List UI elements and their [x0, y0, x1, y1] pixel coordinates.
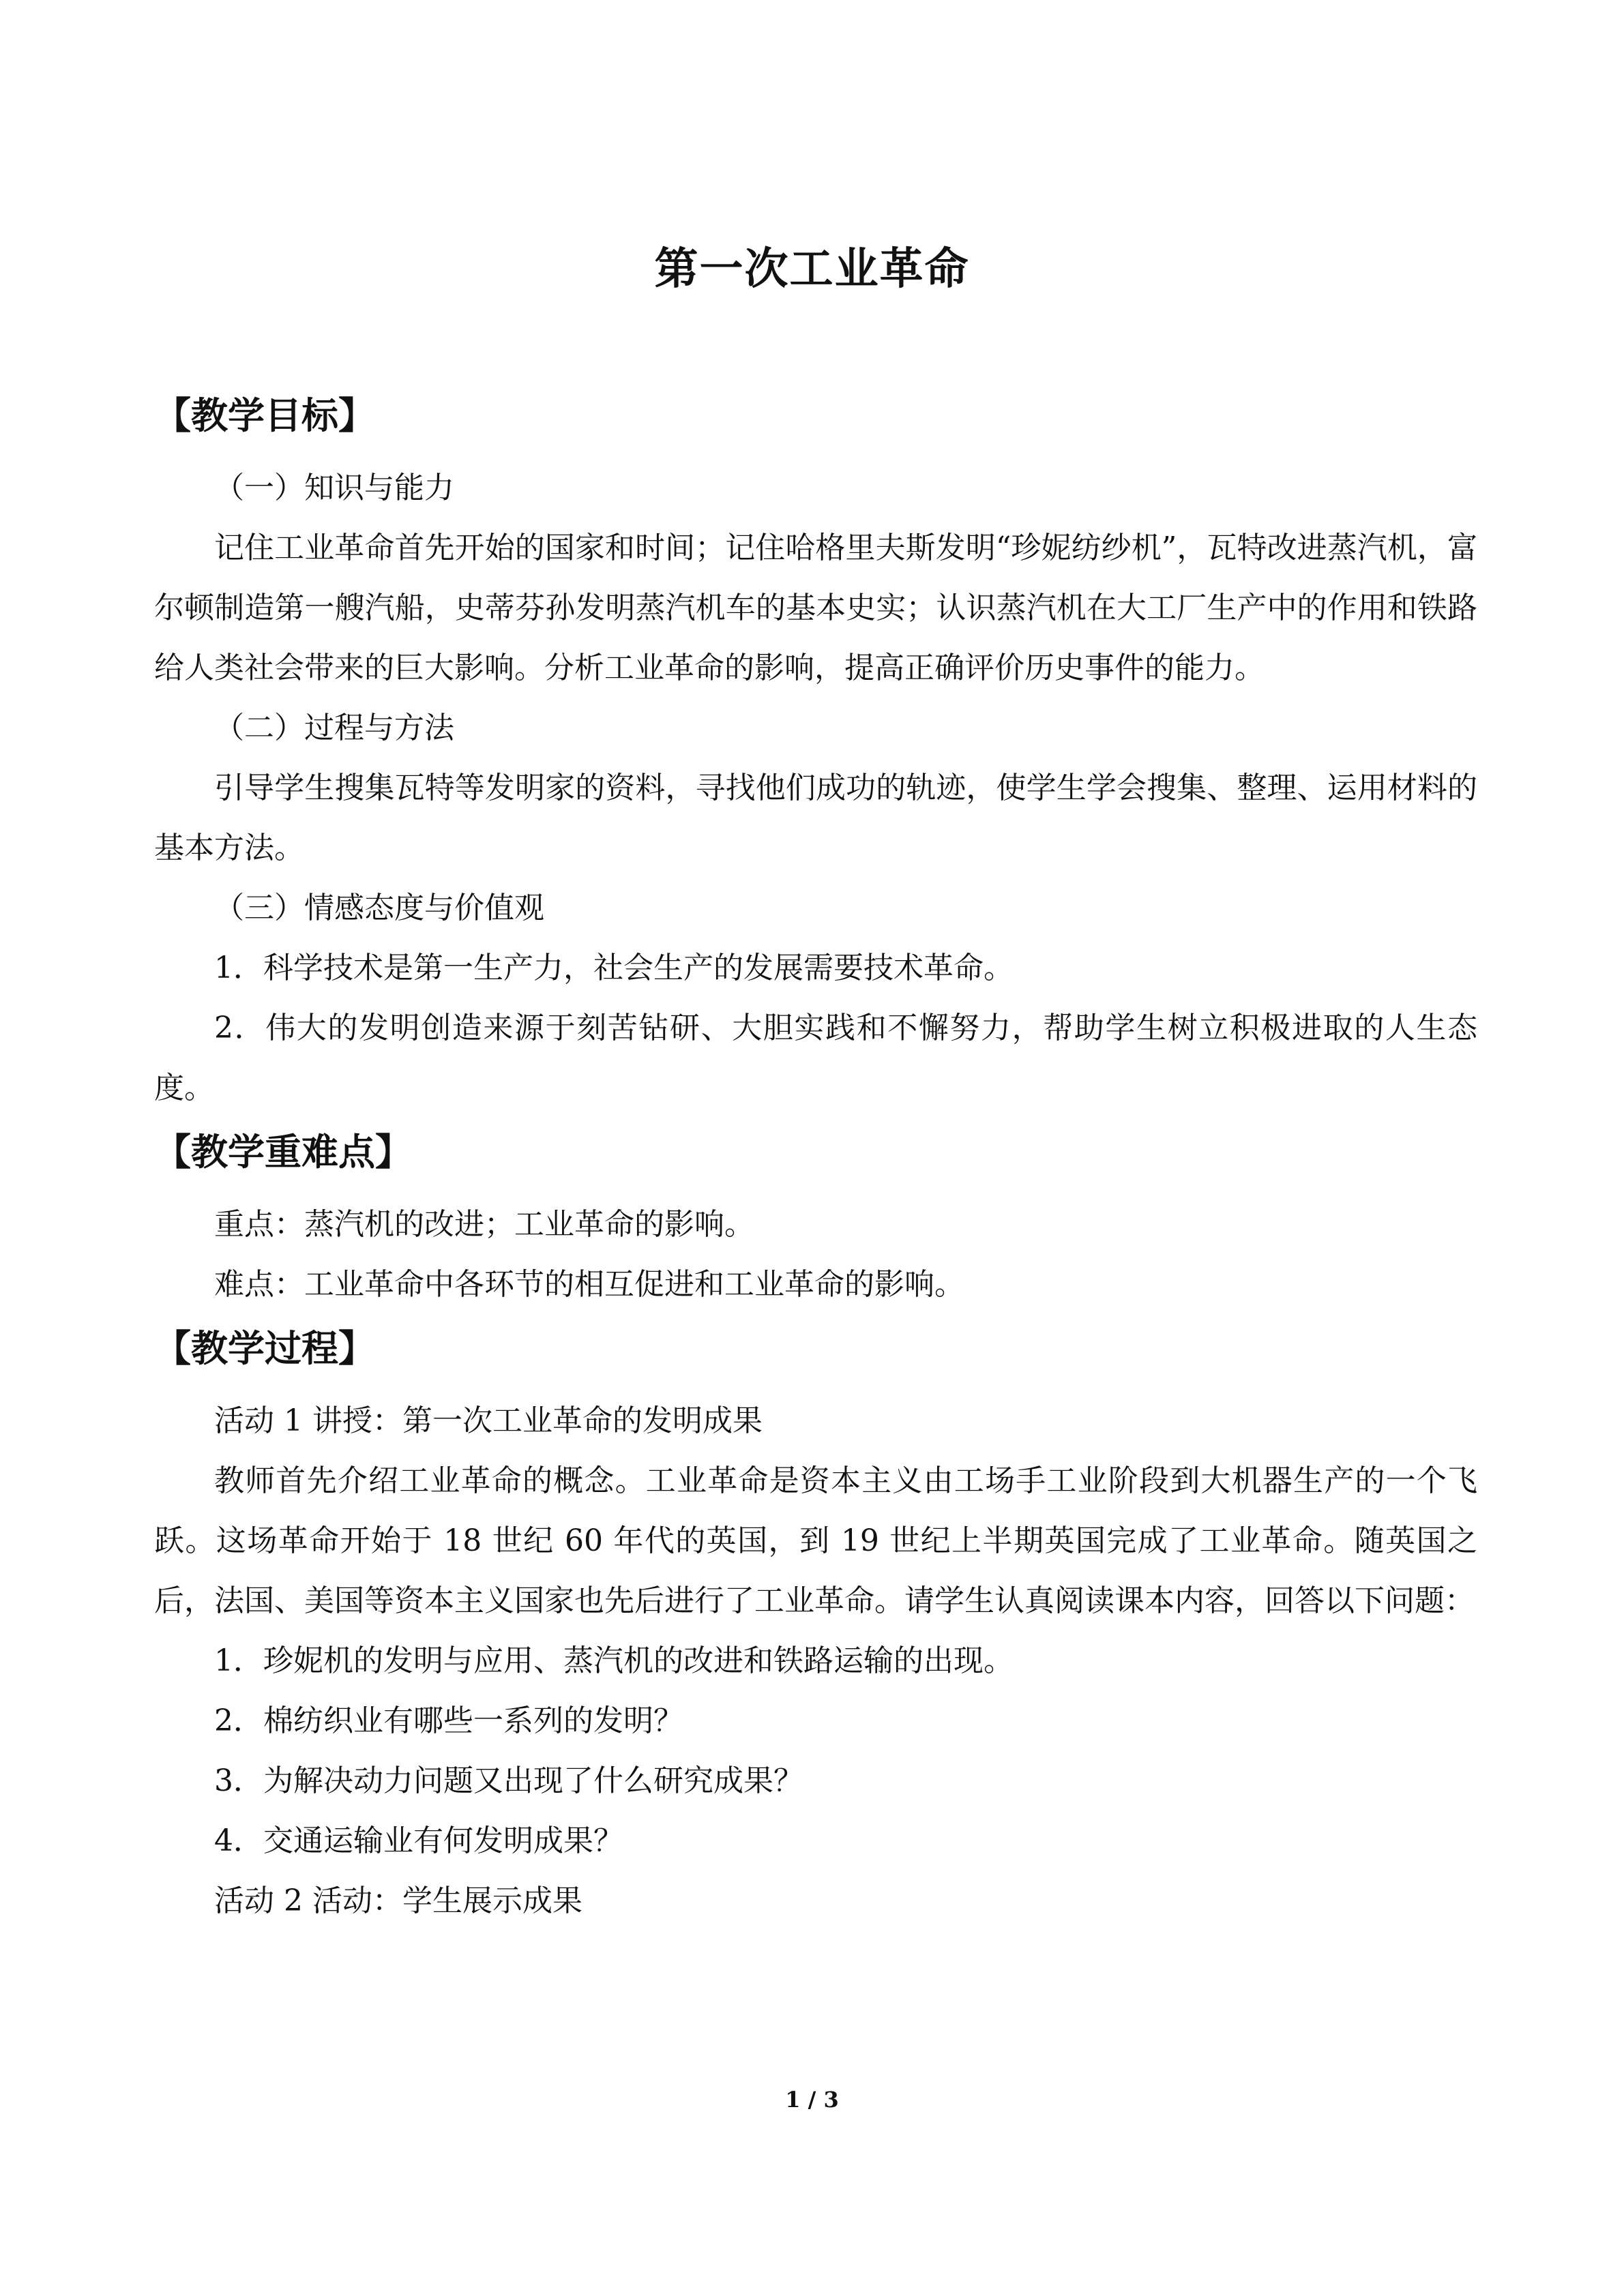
page-number: 1 / 3 — [785, 2087, 839, 2113]
list-item-attitude-2: 2．伟大的发明创造来源于刻苦钻研、大胆实践和不懈努力，帮助学生树立积极进取的人生态度。 — [154, 1011, 1477, 1105]
page-title: 第一次工业革命 — [654, 243, 970, 295]
paragraph-difficult-point: 难点：工业革命中各环节的相互促进和工业革命的影响。 — [214, 1267, 964, 1302]
list-item-question-1: 1．珍妮机的发明与应用、蒸汽机的改进和铁路运输的出现。 — [214, 1643, 1014, 1678]
list-item-attitude-1: 1．科学技术是第一生产力，社会生产的发展需要技术革命。 — [214, 951, 1014, 985]
paragraph-key-point: 重点：蒸汽机的改进；工业革命的影响。 — [214, 1207, 754, 1242]
paragraph-activity-2: 活动 2 活动：学生展示成果 — [214, 1883, 582, 1918]
section-heading-process: 【教学过程】 — [154, 1327, 375, 1370]
paragraph-intro: 教师首先介绍工业革命的概念。工业革命是资本主义由工场手工业阶段到大机器生产的一个飞跃。这场革命开始于 18 世纪 60 年代的英国，到 19 世纪上半期英国完成了工业革命。随英国之后，法国、美国等资本主义国家也先后进行了工业革命。请学生认真阅读课本内容，回答以下问题： — [154, 1463, 1477, 1618]
paragraph-activity-1: 活动 1 讲授：第一次工业革命的发明成果 — [214, 1403, 763, 1438]
paragraph-process-method: 引导学生搜集瓦特等发明家的资料，寻找他们成功的轨迹，使学生学会搜集、整理、运用材料的基本方法。 — [154, 771, 1477, 865]
list-item-question-4: 4．交通运输业有何发明成果？ — [214, 1823, 623, 1858]
list-item-question-2: 2．棉纺织业有哪些一系列的发明？ — [214, 1703, 683, 1738]
subheading-process-method: （二）过程与方法 — [214, 711, 454, 745]
subheading-attitude: （三）情感态度与价值观 — [214, 891, 544, 925]
subheading-knowledge: （一）知识与能力 — [214, 471, 454, 505]
section-heading-objectives: 【教学目标】 — [154, 394, 375, 437]
section-heading-key-points: 【教学重难点】 — [154, 1131, 412, 1174]
document-body — [154, 382, 1477, 1931]
paragraph-knowledge: 记住工业革命首先开始的国家和时间；记住哈格里夫斯发明“珍妮纺纱机”，瓦特改进蒸汽机，富尔顿制造第一艘汽船，史蒂芬孙发明蒸汽机车的基本史实；认识蒸汽机在大工厂生产中的作用和铁路给人类社会带来的巨大影响。分析工业革命的影响，提高正确评价历史事件的能力。 — [154, 531, 1478, 685]
list-item-question-3: 3．为解决动力问题又出现了什么研究成果？ — [214, 1763, 803, 1798]
